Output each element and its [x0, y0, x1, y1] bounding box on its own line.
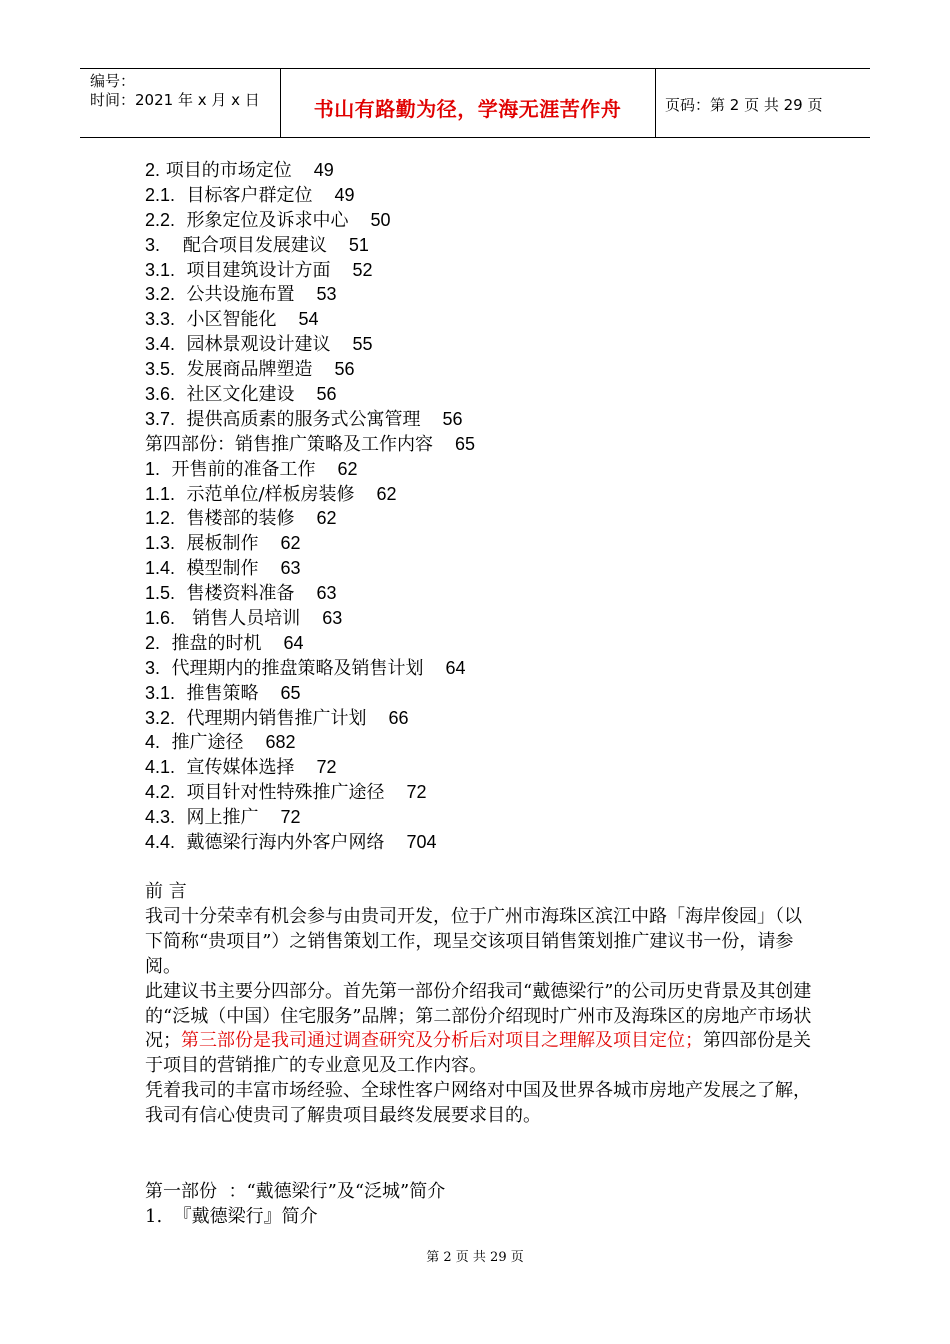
toc-entry-title: 推广途径: [160, 732, 244, 754]
toc-entry: [145, 208, 475, 233]
section-heading: 第一部份 ：“戴德梁行”及“泛城”简介: [145, 1181, 446, 1202]
toc-entry-page: 64: [445, 657, 466, 678]
toc-entry: [145, 830, 475, 855]
toc-entry-number: 4.3.: [145, 807, 176, 828]
preface-paragraph: 凭着我司的丰富市场经验、全球性客户网络对中国及世界各城市房地产发展之了解，我司有信心使贵司了解贵项目最终发展要求目的。: [145, 1080, 811, 1127]
toc-entry-page: 49: [313, 160, 334, 180]
toc-entry: [145, 581, 475, 606]
toc-entry: [145, 307, 475, 332]
toc-entry-page: 66: [388, 707, 409, 728]
toc-entry-number: 3.1.: [145, 259, 176, 280]
page-footer: 第 2 页 共 29 页: [426, 1250, 524, 1265]
toc-entry: [145, 357, 475, 382]
toc-entry-number: 3.: [145, 657, 161, 678]
toc-entry-page: 62: [280, 533, 301, 554]
toc-entry-title: 第四部份：销售推广策略及工作内容: [145, 433, 433, 455]
toc-entry-page: 50: [370, 209, 391, 230]
header-motto-cell: [280, 69, 655, 137]
toc-entry-title: 戴德梁行海内外客户网络: [175, 832, 385, 854]
toc-entry: [145, 282, 475, 307]
toc-entry-title: 配合项目发展建议: [160, 234, 327, 256]
preface: [145, 880, 815, 1129]
toc-entry-page: 54: [298, 309, 319, 330]
toc-entry: [145, 681, 475, 706]
toc-entry-page: 63: [322, 608, 343, 629]
toc-entry-title: 提供高质素的服务式公寓管理: [175, 408, 421, 430]
preface-text: 第四部份是关于项目的营销推广的专业意见及工作内容。: [145, 1030, 811, 1077]
toc-entry-title: 推盘的时机: [160, 632, 262, 654]
toc-entry-title: 示范单位/样板房装修: [175, 483, 355, 505]
toc-entry-title: 推售策略: [175, 682, 259, 704]
preface-paragraph: [145, 980, 815, 1080]
toc-entry-number: 1.: [145, 458, 161, 479]
toc-entry-page: 64: [283, 632, 304, 653]
toc-entry-number: 2.2.: [145, 209, 176, 230]
toc-entry-title: 小区智能化: [175, 309, 277, 331]
preface-heading: 前 言: [145, 881, 187, 902]
toc-entry: [145, 183, 475, 208]
toc-entry: [145, 780, 475, 805]
toc-entry-title: 网上推广: [175, 807, 259, 829]
toc-entry-title: 模型制作: [175, 558, 259, 580]
toc-entry: [145, 556, 475, 581]
toc-entry-number: 4.1.: [145, 757, 176, 778]
toc-entry-number: 1.3.: [145, 533, 176, 554]
toc-entry-title: 公共设施布置: [175, 284, 295, 306]
toc-entry-title: 宣传媒体选择: [175, 757, 295, 779]
toc-entry-title: 售楼资料准备: [175, 583, 295, 605]
table-of-contents: [145, 158, 475, 855]
toc-entry-page: 62: [376, 483, 397, 504]
header-page-info: 页码：第 2 页 共 29 页: [665, 96, 823, 114]
toc-entry: [145, 233, 475, 258]
toc-entry-page: 62: [337, 458, 358, 479]
toc-entry-page: 63: [280, 558, 301, 579]
toc-entry-page: 62: [316, 508, 337, 529]
toc-entry-page: 65: [280, 682, 301, 703]
toc-entry-title: 发展商品牌塑造: [175, 359, 313, 381]
toc-entry-title: 社区文化建设: [175, 384, 295, 406]
toc-entry: [145, 258, 475, 283]
preface-paragraph: 我司十分荣幸有机会参与由贵司开发，位于广州市海珠区滨江中路「海岸俊园」（以下简称“贵项目”）之销售策划工作，现呈交该项目销售策划推广建议书一份，请参阅。: [145, 905, 802, 977]
toc-entry-page: 72: [280, 807, 301, 828]
toc-entry-title: 形象定位及诉求中心: [175, 209, 349, 231]
toc-entry-page: 55: [352, 334, 373, 355]
toc-entry-number: 2.: [145, 160, 161, 180]
toc-entry-page: 72: [406, 782, 427, 803]
toc-entry-title: 售楼部的装修: [175, 508, 295, 530]
toc-entry: [145, 656, 475, 681]
toc-entry-page: 65: [455, 433, 476, 454]
toc-entry-page: 52: [352, 259, 373, 280]
toc-entry-number: 3.7.: [145, 408, 176, 429]
toc-entry: [145, 730, 475, 755]
toc-entry-page: 51: [348, 234, 369, 255]
toc-entry: [145, 457, 475, 482]
toc-entry: [145, 407, 475, 432]
toc-entry-page: 49: [334, 184, 355, 205]
toc-entry-number: 1.6.: [145, 608, 176, 629]
toc-entry-number: 2.1.: [145, 184, 176, 205]
toc-entry: [145, 332, 475, 357]
toc-entry-page: 63: [316, 583, 337, 604]
toc-entry-number: 3.3.: [145, 309, 176, 330]
toc-entry-title: 展板制作: [175, 533, 259, 555]
toc-entry-number: 2.: [145, 632, 161, 653]
toc-entry-title: 目标客户群定位: [175, 184, 313, 206]
toc-entry-number: 4.: [145, 732, 161, 753]
toc-entry: [145, 631, 475, 656]
toc-entry: [145, 432, 475, 457]
toc-entry-page: 53: [316, 284, 337, 305]
toc-entry: [145, 531, 475, 556]
toc-entry: [145, 805, 475, 830]
toc-entry-number: 1.4.: [145, 558, 176, 579]
header-meta: [80, 69, 280, 137]
toc-entry-number: 1.1.: [145, 483, 176, 504]
toc-entry-title: 代理期内销售推广计划: [175, 707, 367, 729]
toc-entry-title: 项目建筑设计方面: [175, 259, 331, 281]
toc-entry-title: 项目的市场定位: [160, 160, 292, 181]
toc-entry: [145, 606, 475, 631]
preface-text: 此建议书主要分四部分。首先第一部份介绍我司“戴德梁行”的公司历史背景及其创建的“泛城（中国）住宅服务”品牌；第二部份介绍现时广州市及海珠区的房地产市场状况；: [145, 980, 812, 1052]
toc-entry-title: 开售前的准备工作: [160, 458, 316, 480]
toc-entry-number: 4.2.: [145, 782, 176, 803]
toc-entry: [145, 755, 475, 780]
toc-entry-number: 3.6.: [145, 384, 176, 405]
toc-entry-number: 1.5.: [145, 583, 176, 604]
header-page-cell: [655, 69, 870, 137]
header-motto: 书山有路勤为径，学海无涯苦作舟: [313, 97, 622, 121]
toc-entry-number: 3.1.: [145, 682, 176, 703]
toc-entry-title: 项目针对性特殊推广途径: [175, 782, 385, 804]
toc-entry: [145, 382, 475, 407]
page-header: [80, 68, 870, 138]
toc-entry-page: 704: [406, 832, 437, 853]
toc-entry-number: 3.2.: [145, 707, 176, 728]
toc-entry: [145, 506, 475, 531]
toc-entry-page: 56: [442, 408, 463, 429]
toc-entry-page: 56: [316, 384, 337, 405]
toc-entry-page: 682: [265, 732, 296, 753]
toc-entry-number: 4.4.: [145, 832, 176, 853]
toc-entry: [145, 706, 475, 731]
toc-entry: [145, 482, 475, 507]
preface-highlight: 第三部份是我司通过调查研究及分析后对项目之理解及项目定位；: [181, 1030, 703, 1052]
toc-entry-number: 3.2.: [145, 284, 176, 305]
toc-entry-page: 72: [316, 757, 337, 778]
toc-entry-number: 3.: [145, 234, 161, 255]
toc-entry-number: 3.4.: [145, 334, 176, 355]
toc-entry-number: 1.2.: [145, 508, 176, 529]
toc-entry-number: 3.5.: [145, 359, 176, 380]
time-label: 时间：2021 年 x 月 x 日: [90, 91, 260, 109]
section-subheading: 1. 『戴德梁行』简介: [145, 1206, 318, 1227]
toc-entry-title: 代理期内的推盘策略及销售计划: [160, 657, 424, 679]
toc-entry-title: 园林景观设计建议: [175, 334, 331, 356]
toc-entry-page: 56: [334, 359, 355, 380]
toc-entry-title: 销售人员培训: [175, 608, 301, 630]
toc-entry: [145, 158, 475, 183]
serial-label: 编号：: [90, 72, 136, 90]
